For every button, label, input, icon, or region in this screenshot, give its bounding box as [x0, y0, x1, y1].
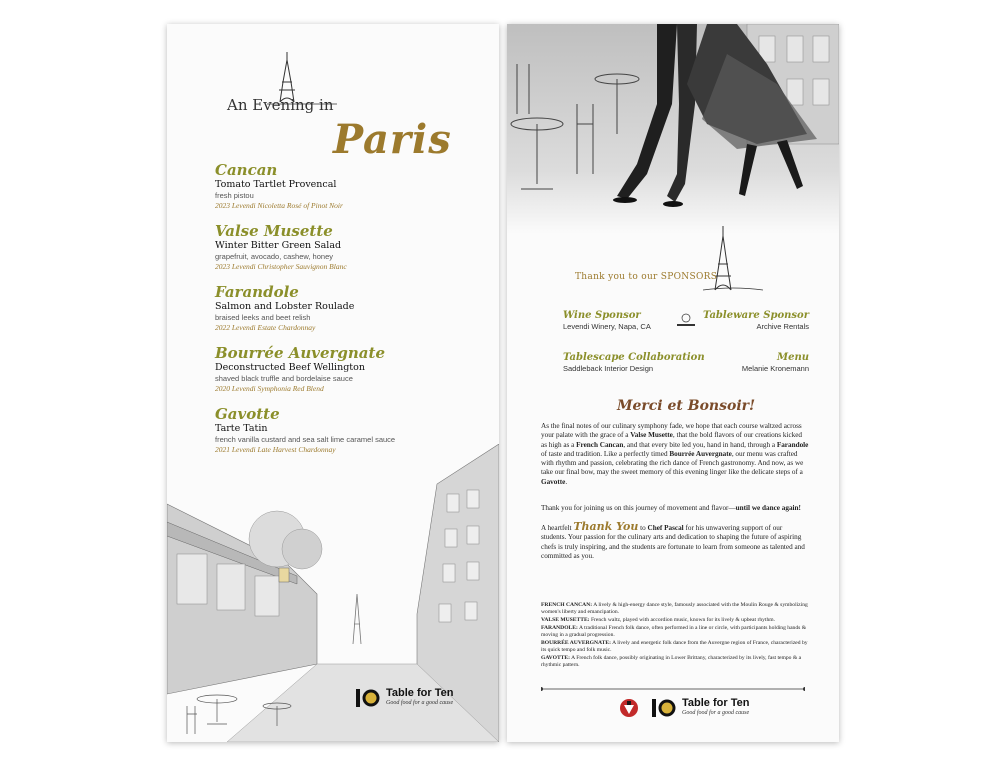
glossary-def: A lively and energetic folk dance from the Auvergne region of France, characterized by its quick tempo and folk music.: [541, 640, 808, 653]
glossary-item: [541, 625, 813, 639]
glossary-item: [541, 655, 813, 669]
text-bold: Gavotte: [541, 477, 566, 486]
sponsor-title: Menu: [777, 352, 809, 363]
course-wine: 2023 Levendi Christopher Sauvignon Blanc: [215, 262, 347, 271]
text: , our menu was crafted with rhythm and passion, celebrating the rich dance of French gastronomy. And now, as we take our final bow, may the sweet memory of this evening linger like the delicate steps of a: [541, 449, 804, 477]
table-for-ten-logo: [355, 688, 453, 708]
course-name: Valse Musette: [215, 222, 333, 240]
course-name: Gavotte: [215, 405, 280, 423]
menu-card-front: [167, 24, 499, 742]
sponsor-tablescape: [563, 352, 705, 374]
glossary-term: VALSE MUSETTE:: [541, 617, 590, 623]
table-for-ten-mark-icon: [651, 698, 677, 718]
course-desc: french vanilla custard and sea salt lime caramel sauce: [215, 435, 396, 444]
course-dish: Tarte Tatin: [215, 423, 268, 434]
glossary-def: A French folk dance, possibly originating in Lower Brittany, characterized by its lively, fast tempo & a rhythmic pattern.: [541, 655, 802, 668]
thank-you-paragraph: [541, 504, 809, 513]
course-wine: 2021 Levendi Late Harvest Chardonnay: [215, 445, 336, 454]
text: for his unwavering support of our students. Your passion for the culinary arts and dedication to shaping the future of aspiring chefs is truly inspiring, and the students are fortunate to learn from someone as talented and committed as you.: [541, 524, 805, 560]
table-for-ten-logo: [651, 698, 749, 718]
text: , and that every bite led you, hand in hand, through a: [623, 440, 777, 449]
course-item: [215, 284, 465, 333]
dancers-illustration: [507, 24, 839, 234]
glossary-term: GAVOTTE:: [541, 655, 571, 661]
text-bold: Bourrée Auvergnate: [669, 449, 732, 458]
course-wine: 2022 Levendi Estate Chardonnay: [215, 323, 316, 332]
course-name: Bourrée Auvergnate: [215, 344, 385, 362]
school-crest-icon: [619, 698, 639, 718]
course-wine: 2023 Levendi Nicoletta Rosé of Pinot Noir: [215, 201, 343, 210]
title-script: Paris: [333, 116, 452, 163]
table-for-ten-mark-icon: [355, 688, 381, 708]
eiffel-tower-icon: [703, 224, 763, 294]
menu-card-back: [507, 24, 839, 742]
course-dish: Salmon and Lobster Roulade: [215, 301, 355, 312]
text-bold: Farandole: [776, 440, 809, 449]
course-name: Farandole: [215, 283, 299, 301]
glossary-term: FARANDOLE:: [541, 625, 578, 631]
merci-heading: Merci et Bonsoir!: [617, 398, 756, 414]
sponsor-title: Tableware Sponsor: [702, 310, 809, 321]
text-bold: until we dance again!: [735, 504, 801, 512]
sponsor-menu: [697, 352, 809, 374]
course-dish: Tomato Tartlet Provencal: [215, 179, 337, 190]
text-bold: French Cancan: [576, 440, 624, 449]
course-desc: braised leeks and beet relish: [215, 313, 311, 322]
course-name: Cancan: [215, 161, 278, 179]
closing-paragraph: [541, 422, 809, 487]
logo-tagline: Good food for a good cause: [386, 700, 454, 706]
course-item: [215, 223, 465, 272]
sponsor-wine: [563, 310, 651, 332]
glossary-term: BOURRÉE AUVERGNATE:: [541, 640, 611, 646]
text-bold: Valse Musette: [630, 431, 673, 440]
course-item: [215, 162, 465, 211]
course-dish: Winter Bitter Green Salad: [215, 240, 342, 251]
sponsor-title: Wine Sponsor: [563, 310, 641, 321]
sponsors-heading: Thank you to our SPONSORS: [575, 272, 718, 282]
thank-you-script: Thank You: [573, 520, 639, 533]
course-item: [215, 345, 465, 394]
course-desc: shaved black truffle and bordelaise sauce: [215, 374, 353, 383]
glossary-item: [541, 602, 813, 616]
text-bold: Chef Pascal: [647, 524, 684, 532]
logo-name: Table for Ten: [682, 697, 750, 709]
menu-list: [215, 162, 465, 467]
glossary-def: A lively & high-energy dance style, famously associated with the Moulin Rouge & symbolizing women's liberty and emancipation.: [541, 602, 808, 615]
sponsor-name: Melanie Kronemann: [741, 364, 809, 373]
sponsor-tableware: [697, 310, 809, 332]
text: , that the bold flavors of our creations kicked as high as a: [541, 431, 803, 449]
sponsor-name: Saddleback Interior Design: [563, 364, 654, 373]
text: .: [565, 477, 568, 486]
text: to: [638, 524, 648, 532]
course-desc: fresh pistou: [215, 191, 254, 200]
dance-glossary: [541, 602, 813, 670]
course-wine: 2020 Levendi Symphonia Red Blend: [215, 384, 324, 393]
decorative-divider: [541, 686, 805, 692]
levendi-logo-icon: [675, 312, 697, 330]
course-dish: Deconstructed Beef Wellington: [215, 362, 365, 373]
sponsor-title: Tablescape Collaboration: [563, 352, 705, 363]
title-line: An Evening in: [227, 96, 334, 114]
text: of taste and tradition. Like a perfectly timed: [541, 449, 670, 458]
sponsor-name: Archive Rentals: [756, 322, 809, 331]
glossary-def: A traditional French folk dance, often performed in a line or circle, with participants holding hands & moving in a gradual progression.: [541, 625, 807, 638]
glossary-item: [541, 640, 813, 654]
sponsor-name: Levendi Winery, Napa, CA: [563, 322, 651, 331]
glossary-def: French waltz, played with accordion music, known for its lively & upbeat rhythm.: [589, 617, 776, 623]
text: Thank you for joining us on this journey of movement and flavor—: [541, 504, 736, 512]
logo-tagline: Good food for a good cause: [682, 710, 750, 716]
course-desc: grapefruit, avocado, cashew, honey: [215, 252, 333, 261]
glossary-item: [541, 617, 813, 624]
chef-paragraph: [541, 522, 809, 561]
text: A heartfelt: [541, 524, 574, 532]
glossary-term: FRENCH CANCAN:: [541, 602, 593, 608]
logo-name: Table for Ten: [386, 687, 454, 699]
text: As the final notes of our culinary symphony fade, we hope that each course waltzed across your palate with the grace of a: [541, 422, 802, 440]
